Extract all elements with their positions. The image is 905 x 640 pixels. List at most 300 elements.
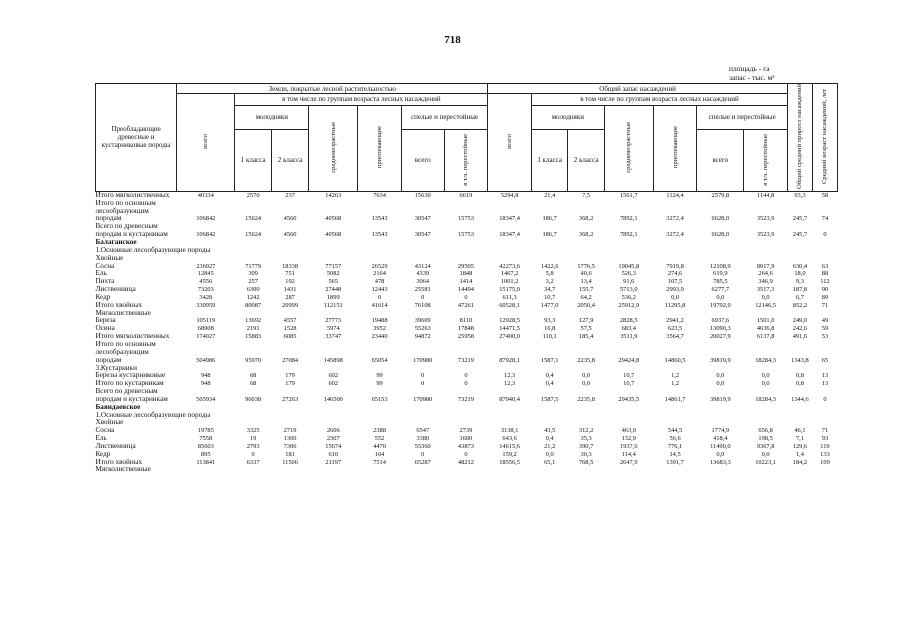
table-cell: 0 [823,395,827,403]
table-cell: 17848 [457,325,474,333]
table-cell: 77157 [325,262,342,270]
table-cell: 2388 [373,427,386,435]
table-row [96,286,838,294]
table-cell: 109 [820,458,830,466]
table-cell: 478 [374,278,385,286]
table-cell: 4636,8 [756,325,775,333]
table-cell: 611,3 [502,293,517,301]
row-label: Итого по основным лесообразующим породам [95,339,156,364]
table-cell: 504986 [196,356,216,364]
table-cell: 14,5 [669,450,681,458]
row-label: Всего по древесным породам и кустарникам [95,222,168,239]
table-cell: 237 [285,191,295,199]
table-cell: 14494 [457,286,474,294]
table-cell: 40568 [325,215,342,223]
table-cell: 2235,8 [577,356,595,364]
table-cell: 776,1 [667,442,683,450]
table-cell: 39819,9 [709,356,731,364]
table-cell: 187,8 [792,286,808,294]
table-cell: 643,6 [502,435,517,443]
table-cell: 330959 [196,301,216,309]
table-row [96,341,838,365]
table-cell: 274,6 [667,270,683,278]
row-label: Пихта [95,277,115,286]
table-cell: 0,8 [795,372,804,380]
table-cell: 13692 [245,317,262,325]
table-cell: 2191 [246,325,260,333]
table-row [96,333,838,341]
table-cell: 107,5 [667,278,683,286]
table-cell: 106842 [196,215,216,223]
table-cell: 27448 [325,286,342,294]
table-cell: 236927 [196,262,216,270]
table-cell: 565 [328,278,339,286]
table-cell: 179 [285,372,295,380]
units-volume: запас - тыс. м³ [729,73,775,82]
table-cell: 88 [821,270,829,278]
table-cell: 64,2 [580,293,592,301]
table-cell: 1600 [459,435,473,443]
table-cell: 99 [376,372,383,380]
table-cell: 242,6 [792,325,808,333]
table-cell: 602 [328,380,339,388]
table-row [96,388,838,404]
table-cell: 1776,5 [577,262,595,270]
table-cell: 346,9 [758,278,773,286]
table-cell: 104 [374,450,385,458]
table-cell: 11490,0 [710,442,731,450]
table-cell: 1,2 [671,372,680,380]
table-cell: 14263 [325,191,342,199]
table-cell: 39819,9 [709,395,731,403]
table-cell: 59 [821,325,829,333]
table-cell: 87940,4 [499,395,520,403]
table-cell: 3064 [416,278,430,286]
table-cell: 1431 [283,286,297,294]
volume-young-header: молодняки [531,105,604,129]
table-cell: 7919,8 [666,262,684,270]
table-cell: 7892,1 [619,231,638,239]
table-cell: 25912,9 [618,301,640,309]
table-row [96,191,838,199]
table-cell: 43124 [414,262,431,270]
table-cell: 184,2 [792,458,808,466]
table-cell: 16,8 [544,325,556,333]
table-cell: 683,4 [621,325,636,333]
table-cell: 25958 [457,333,474,341]
land-group-header: Земли, покрытые лесной растительностью [177,84,488,94]
table-cell: 785,5 [713,278,728,286]
table-cell: 198,5 [758,435,773,443]
table-cell: 12845 [197,270,214,278]
land-class2-header: 2 класса [271,129,308,191]
table-cell: 7558 [199,435,213,443]
volume-group-header: Общий запас насаждений [488,84,788,94]
table-cell: 41614 [371,301,388,309]
table-cell: 55360 [414,442,431,450]
table-cell: 5082 [326,270,340,278]
table-cell: 27773 [325,317,342,325]
table-cell: 181 [285,450,295,458]
table-cell: 0,4 [545,435,554,443]
table-header [96,84,838,192]
table-cell: 309 [248,270,258,278]
table-cell: 1343,8 [791,356,809,364]
table-cell: 80087 [245,301,262,309]
table-body [96,191,838,474]
land-maturing-header: приспевающие [358,105,402,191]
table-cell: 23440 [371,333,388,341]
row-label: 3.Кустарники [95,363,137,372]
table-cell: 2164 [373,270,386,278]
table-cell: 7892,1 [619,215,638,223]
table-cell: 71779 [245,262,262,270]
table-row [96,380,838,388]
table-cell: 1587,1 [540,356,559,364]
table-cell: 19488 [371,317,388,325]
table-cell: 29505 [457,262,474,270]
table-cell: 4556 [199,278,213,286]
table-cell: 1467,2 [500,270,519,278]
table-cell: 30,3 [580,450,592,458]
group-label-row [96,365,838,373]
table-cell: 65,1 [544,458,556,466]
table-cell: 21,2 [544,442,556,450]
table-cell: 2579,8 [711,191,730,199]
table-cell: 1848 [459,270,473,278]
table-cell: 0,0 [761,293,770,301]
table-cell: 0,0 [761,450,770,458]
table-cell: 11506 [282,458,298,466]
table-cell: 12928,5 [499,317,520,325]
table-cell: 751 [285,270,295,278]
row-label: Ель [95,269,107,278]
table-cell: 85603 [197,442,214,450]
table-cell: 4560 [283,215,297,223]
units-area: площадь - га [729,64,770,73]
table-cell: 768,5 [578,458,594,466]
table-cell: 526,3 [621,270,636,278]
table-cell: 12146,5 [755,301,776,309]
table-cell: 21,4 [544,191,556,199]
table-cell: 13683,3 [709,458,731,466]
group-label-row [96,419,838,427]
table-cell: 2828,5 [619,317,638,325]
table-cell: 245,7 [792,215,808,223]
table-cell: 1501,0 [756,317,775,325]
table-cell: 1528 [283,325,297,333]
table-cell: 35,3 [580,435,592,443]
table-cell: 25581 [414,286,431,294]
table-row [96,427,838,435]
table-cell: 13 [821,380,829,388]
table-row [96,270,838,278]
table-cell: 0,0 [671,293,680,301]
land-mature-header: спелые и перестойные [401,105,487,129]
table-cell: 30547 [414,215,431,223]
land-class1-header: 1 класса [235,129,271,191]
table-cell: 5974 [326,325,340,333]
table-cell: 1124,4 [666,191,684,199]
table-row [96,451,838,459]
table-cell: 15753 [457,215,474,223]
table-cell: 18284,3 [755,356,776,364]
table-cell: 0,0 [716,380,725,388]
volume-total-header: всего [488,94,532,192]
table-cell: 6,7 [795,293,804,301]
volume-maturing-header: приспевающие [653,105,697,191]
volume-middle-header: средневозрастные [604,105,653,191]
table-cell: 74 [821,215,829,223]
table-cell: 146500 [323,395,343,403]
group-label-row [96,247,838,255]
group-label-row [96,466,838,474]
table-cell: 6337 [246,458,260,466]
table-cell: 544,5 [667,427,683,435]
table-cell: 3564,7 [666,333,684,341]
table-cell: 112 [820,278,830,286]
row-label: Сосна [95,426,115,435]
table-cell: 19 [249,435,257,443]
table-cell: 15753 [457,231,474,239]
table-cell: 1414 [459,278,473,286]
table-cell: 5,8 [545,270,554,278]
table-cell: 29435,5 [618,395,640,403]
table-cell: 34,7 [544,286,556,294]
table-cell: 94872 [414,333,431,341]
row-label: Ель [95,434,107,443]
table-cell: 0,0 [761,372,770,380]
table-cell: 3325 [246,427,260,435]
table-cell: 18284,3 [755,395,776,403]
table-cell: 895 [200,450,211,458]
table-cell: 155,7 [578,286,594,294]
table-cell: 0,0 [582,380,591,388]
table-cell: 2307 [326,435,340,443]
table-cell: 73219 [457,356,474,364]
table-cell: 6085 [283,333,297,341]
table-cell: 174027 [196,333,216,341]
table-cell: 2739 [459,427,473,435]
table-cell: 6628,0 [711,231,730,239]
row-label: Хвойные [95,253,124,262]
table-cell: 133 [820,450,830,458]
table-cell: 186,7 [542,215,557,223]
table-cell: 145898 [323,356,343,364]
table-cell: 7,1 [795,435,804,443]
row-label: Итого хвойных [95,457,143,466]
table-cell: 1144,8 [756,191,775,199]
table-cell: 312,2 [578,427,594,435]
table-cell: 368,2 [578,215,594,223]
table-cell: 1937,6 [619,442,638,450]
table-cell: 0,4 [545,372,554,380]
table-cell: 13543 [371,215,388,223]
table-cell: 610 [328,450,339,458]
table-cell: 55263 [414,325,431,333]
table-cell: 463,0 [621,427,636,435]
table-cell: 192 [285,278,295,286]
table-cell: 6547 [416,427,430,435]
table-cell: 7306 [283,442,297,450]
table-cell: 390,7 [578,442,594,450]
table-cell: 127,9 [578,317,594,325]
table-cell: 13,4 [580,278,592,286]
table-cell: 60528,1 [499,301,520,309]
table-cell: 105119 [196,317,216,325]
table-cell: 1344,6 [791,395,809,403]
table-cell: 249,0 [792,317,808,325]
volume-mature-header: спелые и перестойные [697,105,788,129]
table-cell: 106842 [196,231,216,239]
table-cell: 1300 [283,435,297,443]
table-cell: 552 [374,435,385,443]
table-cell: 30547 [414,231,431,239]
table-cell: 0 [421,450,425,458]
table-cell: 0 [464,372,468,380]
table-cell: 0 [251,450,255,458]
table-cell: 18,0 [794,270,806,278]
table-cell: 7,5 [582,191,591,199]
table-cell: 73219 [457,395,474,403]
table-row [96,317,838,325]
row-label: Всего по древесным породам и кустарникам [95,387,168,403]
table-cell: 129,6 [792,442,808,450]
table-cell: 43,5 [544,427,556,435]
table-cell: 21197 [325,458,342,466]
table-cell: 19792,0 [709,301,731,309]
table-cell: 19785 [197,427,214,435]
land-mature-total-header: всего [401,129,444,191]
avg-age-header: Средний возраст насаждений, лет [812,84,837,192]
table-cell: 90 [821,286,829,294]
table-cell: 27400,0 [499,333,520,341]
row-label: Итого по основным лесообразующим породам [95,198,156,223]
table-cell: 4557 [283,317,297,325]
table-cell: 0,0 [716,293,725,301]
group-label-row [96,412,838,420]
table-cell: 12443 [371,286,388,294]
table-cell: 159,2 [502,450,517,458]
table-cell: 42273,6 [499,262,520,270]
table-cell: 20999 [282,301,299,309]
table-cell: 99 [376,380,383,388]
table-cell: 49 [821,317,829,325]
table-cell: 71 [821,427,829,435]
table-cell: 13543 [371,231,388,239]
row-label: Итого хвойных [95,300,143,309]
volume-class1-header: 1 класса [531,129,567,191]
table-cell: 95970 [245,356,262,364]
table-cell: 11295,8 [664,301,686,309]
row-label: Итого по кустарникам [95,379,164,388]
row-label: Мягколиственные [95,308,151,317]
row-label: Березы кустарниковые [95,371,166,380]
table-cell: 40568 [325,231,342,239]
table-cell: 6619 [459,191,473,199]
table-cell: 6137,8 [756,333,775,341]
table-cell: 8110 [459,317,473,325]
table-cell: 14860,5 [664,356,686,364]
table-cell: 619,9 [713,270,728,278]
volume-age-groups-header: в том числе по группам возраста лесных насаждений [531,94,787,106]
table-cell: 2993,9 [666,286,684,294]
page-number: 718 [444,34,461,46]
row-label: Итого мягколиственных [95,190,170,199]
row-label: Осина [95,324,115,333]
table-cell: 96038 [245,395,262,403]
table-cell: 71 [821,301,829,309]
table-cell: 3428 [199,293,213,301]
table-row [96,372,838,380]
table-cell: 15624 [245,215,262,223]
table-cell: 68 [249,372,257,380]
table-cell: 1,4 [795,450,804,458]
table-cell: 12108,9 [709,262,731,270]
row-label: Балаганское [95,238,137,246]
table-row [96,325,838,333]
table-cell: 179 [285,380,295,388]
table-cell: 948 [200,372,211,380]
group-label-row [96,255,838,263]
table-cell: 58 [821,191,829,199]
table-row [96,302,838,310]
table-cell: 0,4 [545,380,554,388]
table-cell: 3517,3 [756,286,775,294]
row-label: Лиственница [95,441,136,450]
table-cell: 26529 [371,262,388,270]
table-row [96,200,838,224]
table-cell: 13 [821,372,829,380]
table-cell: 186,7 [542,231,557,239]
table-cell: 57,5 [580,325,592,333]
table-cell: 39609 [414,317,431,325]
table-cell: 185,4 [578,333,594,341]
table-cell: 0 [823,231,827,239]
table-cell: 12,3 [504,372,516,380]
table-cell: 630,4 [792,262,808,270]
table-cell: 245,7 [792,231,808,239]
table-cell: 1001,2 [500,278,519,286]
table-cell: 43873 [457,442,474,450]
table-cell: 10,7 [623,380,635,388]
table-cell: 18347,4 [499,231,520,239]
table-cell: 91,6 [623,278,635,286]
table-row [96,294,838,302]
table-cell: 10,7 [623,372,635,380]
row-label: 1.Основные лесообразующие породы [95,410,211,419]
table-cell: 1587,5 [540,395,559,403]
table-cell: 623,5 [667,325,683,333]
table-cell: 19045,8 [618,262,640,270]
table-cell: 257 [248,278,258,286]
table-cell: 3380 [416,435,430,443]
table-cell: 7514 [373,458,386,466]
table-cell: 68 [249,380,257,388]
table-cell: 0 [377,293,382,301]
volume-class2-header: 2 класса [568,129,604,191]
table-cell: 114,4 [621,450,636,458]
row-label: Сосна [95,261,115,270]
table-cell: 8017,9 [756,262,775,270]
table-cell: 110,1 [542,333,557,341]
table-cell: 2570 [246,191,260,199]
table-cell: 18347,4 [499,215,520,223]
table-cell: 76108 [414,301,431,309]
table-cell: 0 [421,380,425,388]
table-cell: 93,3 [544,317,556,325]
table-cell: 15883 [245,333,262,341]
